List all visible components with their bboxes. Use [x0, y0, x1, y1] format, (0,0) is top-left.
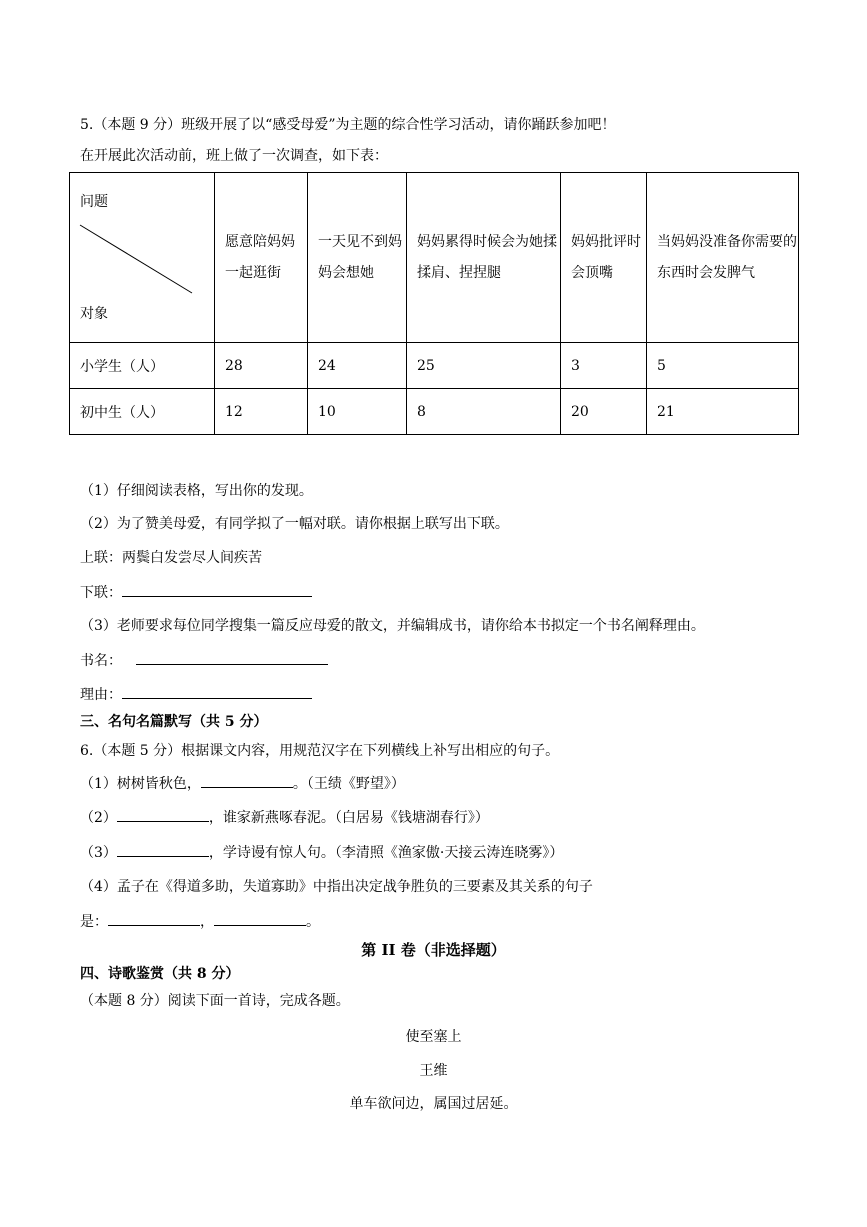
- section-3-title: 三、名句名篇默写（共 5 分）: [80, 714, 268, 730]
- table-cell: 5: [647, 343, 799, 389]
- table-header-cell: 愿意陪妈妈一起逛街: [215, 173, 308, 343]
- q6-item-3: [80, 842, 563, 862]
- q6-item-4: （4）孟子在《得道多助，失道寡助》中指出决定战争胜负的三要素及其关系的句子: [80, 879, 593, 895]
- answer-blank[interactable]: [122, 582, 312, 597]
- table-cell: 25: [407, 343, 561, 389]
- item-text: （1）树树皆秋色，: [80, 776, 201, 792]
- item-text: 。（王绩《野望》）: [292, 776, 405, 792]
- reason-label: 理由：: [80, 687, 122, 703]
- row-label: 小学生（人）: [70, 343, 215, 389]
- table-row: [70, 389, 799, 435]
- table-header-cell: 一天见不到妈妈会想她: [308, 173, 407, 343]
- row-label: 初中生（人）: [70, 389, 215, 435]
- answer-blank[interactable]: [201, 773, 293, 788]
- q5-sub2: （2）为了赞美母爱，有同学拟了一幅对联。请你根据上联写出下联。: [80, 516, 509, 532]
- corner-label-subject: 对象: [80, 306, 108, 322]
- answer-blank[interactable]: [108, 911, 200, 926]
- section-4-intro: （本题 8 分）阅读下面一首诗，完成各题。: [80, 993, 350, 1009]
- answer-blank[interactable]: [122, 684, 312, 699]
- q5-intro: 5.（本题 9 分）班级开展了以“感受母爱”为主题的综合性学习活动，请你踊跃参加吧！: [80, 117, 616, 133]
- table-cell: 10: [308, 389, 407, 435]
- q5-sub1: （1）仔细阅读表格，写出你的发现。: [80, 483, 313, 499]
- table-corner-cell: [70, 173, 215, 343]
- table-cell: 24: [308, 343, 407, 389]
- table-cell: 8: [407, 389, 561, 435]
- book-name-line: [80, 650, 328, 670]
- item-text: （2）: [80, 810, 117, 826]
- poem-title: 使至塞上: [405, 1029, 462, 1045]
- q6-item-4-answer: [80, 911, 320, 931]
- corner-label-question: 问题: [80, 194, 108, 210]
- table-row: [70, 343, 799, 389]
- section-4-title: 四、诗歌鉴赏（共 8 分）: [80, 966, 240, 982]
- couplet-lower-label: 下联：: [80, 585, 122, 601]
- item-text: ，: [200, 914, 214, 930]
- q6-intro: 6.（本题 5 分）根据课文内容，用规范汉字在下列横线上补写出相应的句子。: [80, 743, 560, 759]
- answer-blank[interactable]: [214, 911, 306, 926]
- reason-line: [80, 684, 312, 704]
- table-header-cell: 当妈妈没准备你需要的东西时会发脾气: [647, 173, 799, 343]
- q6-item-1: [80, 773, 405, 793]
- q6-item-2: [80, 807, 489, 827]
- answer-blank[interactable]: [136, 650, 328, 665]
- item-text: 是：: [80, 914, 108, 930]
- book-name-label: 书名：: [80, 653, 122, 669]
- table-cell: 21: [647, 389, 799, 435]
- table-header-cell: 妈妈累得时候会为她揉揉肩、捏捏腿: [407, 173, 561, 343]
- table-cell: 20: [561, 389, 647, 435]
- item-text: （3）: [80, 845, 117, 861]
- item-text: ，学诗谩有惊人句。（李清照《渔家傲·天接云涛连晓雾》）: [208, 845, 564, 861]
- survey-table: [69, 172, 799, 435]
- volume-2-title: 第 II 卷（非选择题）: [361, 941, 506, 959]
- q5-sub3: （3）老师要求每位同学搜集一篇反应母爱的散文，并编辑成书，请你给本书拟定一个书名阐释理由。: [80, 618, 705, 634]
- item-text: 。: [306, 914, 320, 930]
- answer-blank[interactable]: [117, 807, 209, 822]
- couplet-upper: 上联：两鬓白发尝尽人间疾苦: [80, 550, 262, 566]
- answer-blank[interactable]: [117, 842, 209, 857]
- couplet-lower-line: [80, 582, 312, 602]
- table-header-cell: 妈妈批评时会顶嘴: [561, 173, 647, 343]
- table-cell: 28: [215, 343, 308, 389]
- table-cell: 12: [215, 389, 308, 435]
- table-cell: 3: [561, 343, 647, 389]
- poem-author: 王维: [419, 1063, 448, 1079]
- item-text: ，谁家新燕啄春泥。（白居易《钱塘湖春行》）: [208, 810, 489, 826]
- poem-line: 单车欲问边，属国过居延。: [349, 1096, 518, 1112]
- survey-intro: 在开展此次活动前，班上做了一次调查，如下表：: [80, 148, 388, 164]
